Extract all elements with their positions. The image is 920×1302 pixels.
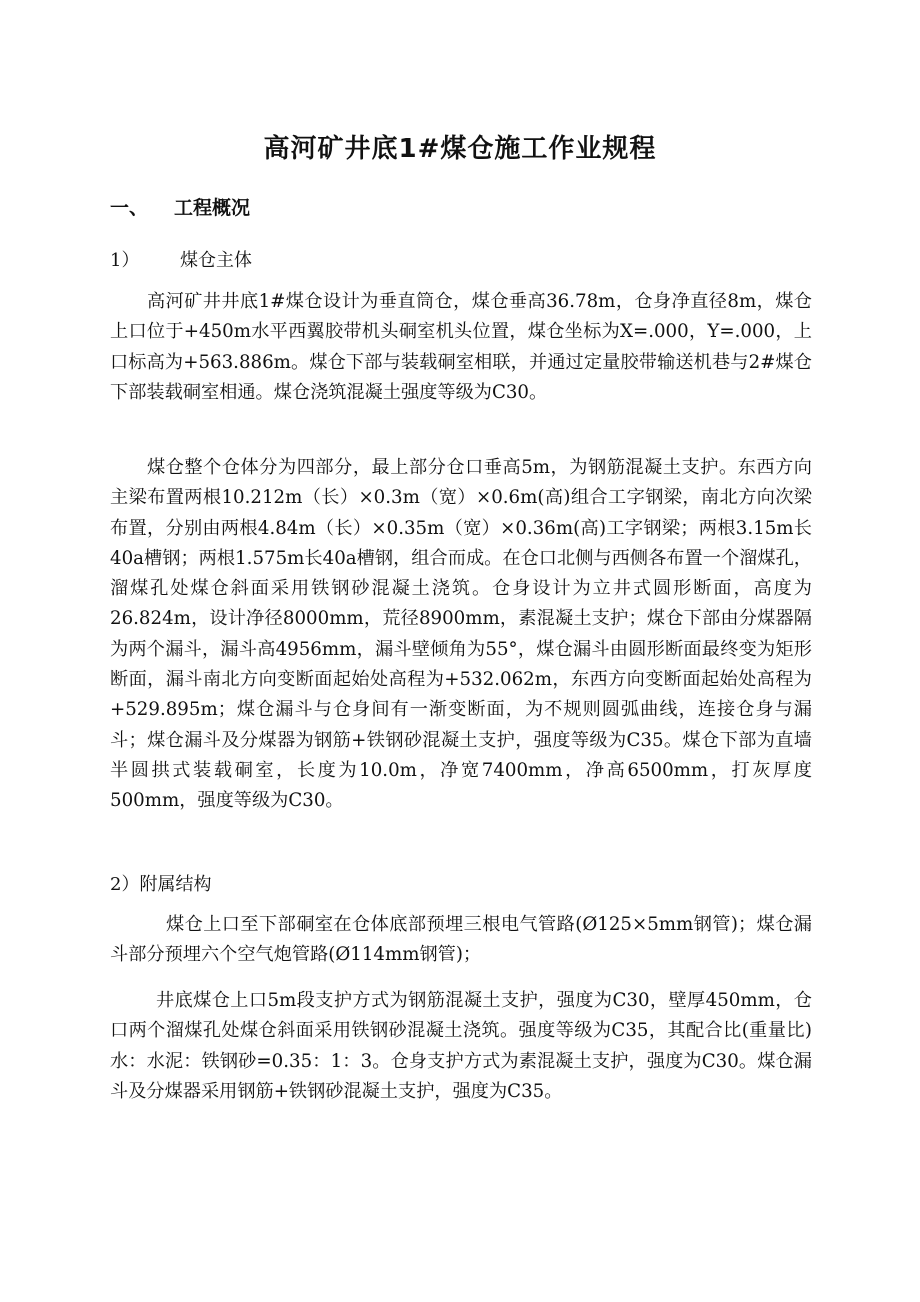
subsection-heading-auxiliary: 2）附属结构 bbox=[110, 874, 212, 895]
paragraph-support-method: 井底煤仓上口5m段支护方式为钢筋混凝土支护，强度为C30，壁厚450mm，仓口两个溜煤孔处煤仓斜面采用铁钢砂混凝土浇筑。强度等级为C35，其配合比(重量比)水：水泥：铁钢砂=0.35：1：3。仓身支护方式为素混凝土支护，强度为C30。煤仓漏斗及分煤器采用钢筋+铁钢砂混凝土支护，强度为C35。 bbox=[110, 990, 812, 1102]
document-title: 高河矿井底1#煤仓施工作业规程 bbox=[263, 134, 657, 164]
paragraph-bunker-overview: 高河矿井井底1#煤仓设计为垂直筒仓，煤仓垂高36.78m，仓身净直径8m，煤仓上口位于+450m水平西翼胶带机头硐室机头位置，煤仓坐标为X=.000，Y=.000，上口标高为+563.886m。煤仓下部与装载硐室相联，并通过定量胶带输送机巷与2#煤仓下部装载硐室相通。煤仓浇筑混凝土强度等级为C30。 bbox=[110, 291, 812, 403]
subsection-number: 1） bbox=[110, 250, 140, 271]
section-title: 工程概况 bbox=[174, 197, 251, 219]
section-number: 一、 bbox=[110, 197, 149, 219]
paragraph-bunker-structure: 煤仓整个仓体分为四部分，最上部分仓口垂高5m，为钢筋混凝土支护。东西方向主梁布置两根10.212m（长）×0.3m（宽）×0.6m(高)组合工字钢梁，南北方向次梁布置，分别由两根4.84m（长）×0.35m（宽）×0.36m(高)工字钢梁；两根3.15m长40a槽钢；两根1.575m长40a槽钢，组合而成。在仓口北侧与西侧各布置一个溜煤孔，溜煤孔处煤仓斜面采用铁钢砂混凝土浇筑。仓身设计为立井式圆形断面，高度为26.824m，设计净径8000mm，荒径8900mm，素混凝土支护；煤仓下部由分煤器隔为两个漏斗，漏斗高4956mm，漏斗壁倾角为55°，煤仓漏斗由圆形断面最终变为矩形断面，漏斗南北方向变断面起始处高程为+532.062m，东西方向变断面起始处高程为+529.895m；煤仓漏斗与仓身间有一渐变断面，为不规则圆弧曲线，连接仓身与漏斗；煤仓漏斗及分煤器为钢筋+铁钢砂混凝土支护，强度等级为C35。煤仓下部为直墙半圆拱式装载硐室，长度为10.0m，净宽7400mm，净高6500mm，打灰厚度500mm，强度等级为C30。 bbox=[110, 457, 812, 812]
section-heading-overview bbox=[110, 193, 250, 220]
subsection-heading-main-body bbox=[110, 246, 252, 272]
subsection-title: 煤仓主体 bbox=[180, 250, 252, 271]
paragraph-embedded-pipes: 煤仓上口至下部硐室在仓体底部预埋三根电气管路(Ø125×5mm钢管)；煤仓漏斗部分预埋六个空气炮管路(Ø114mm钢管)； bbox=[110, 914, 812, 966]
